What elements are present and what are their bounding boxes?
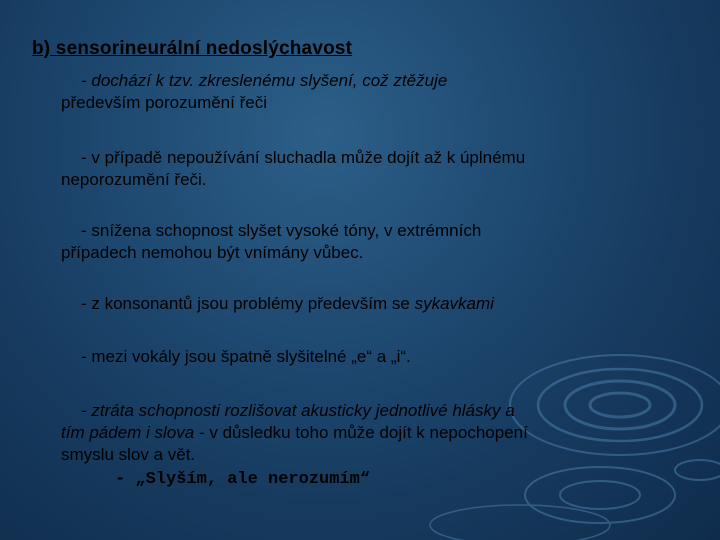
bullet-6-line-2-rest: - v důsledku toho může dojít k nepochopení [194,423,528,442]
bullet-6-line-2 [61,422,661,444]
quote-line: - „Slyším, ale nerozumím“ [115,470,371,489]
bullet-6-line-2-italic: tím pádem i slova [61,423,195,442]
bullet-2-line-1: - v případě nepoužívání sluchadla může dojít až k úplnému [81,148,526,167]
bullet-high-tones [61,220,661,264]
bullet-hearing-aid [61,147,661,191]
bullet-3-line-1: - snížena schopnost slyšet vysoké tóny, v extrémních [81,221,482,240]
bullet-5-line-1: - mezi vokály jsou špatně slyšitelné „e“ a „i“. [81,347,411,366]
bullet-2-line-2: neporozumění řeči. [61,170,207,189]
bullet-1-line-1: - dochází k tzv. zkreslenému slyšení, což ztěžuje [81,71,448,90]
bullet-phoneme-discrimination [61,400,661,466]
bullet-vowels [61,346,661,368]
bullet-4-line-1 [61,293,661,315]
slide-title: b) sensorineurální nedoslýchavost [32,38,353,59]
bullet-3-line-2: případech nemohou být vnímány vůbec. [61,243,364,262]
bullet-distorted-hearing [61,70,661,114]
bullet-4-text: - z konsonantů jsou problémy především se [81,294,415,313]
bullet-6-line-1: - ztráta schopnosti rozlišovat akusticky jednotlivé hlásky a [81,401,515,420]
bullet-4-emphasis: sykavkami [414,294,494,313]
bullet-6-line-3: smyslu slov a vět. [61,445,196,464]
bullet-consonants [61,293,661,315]
bullet-1-line-2: především porozumění řeči [61,93,267,112]
